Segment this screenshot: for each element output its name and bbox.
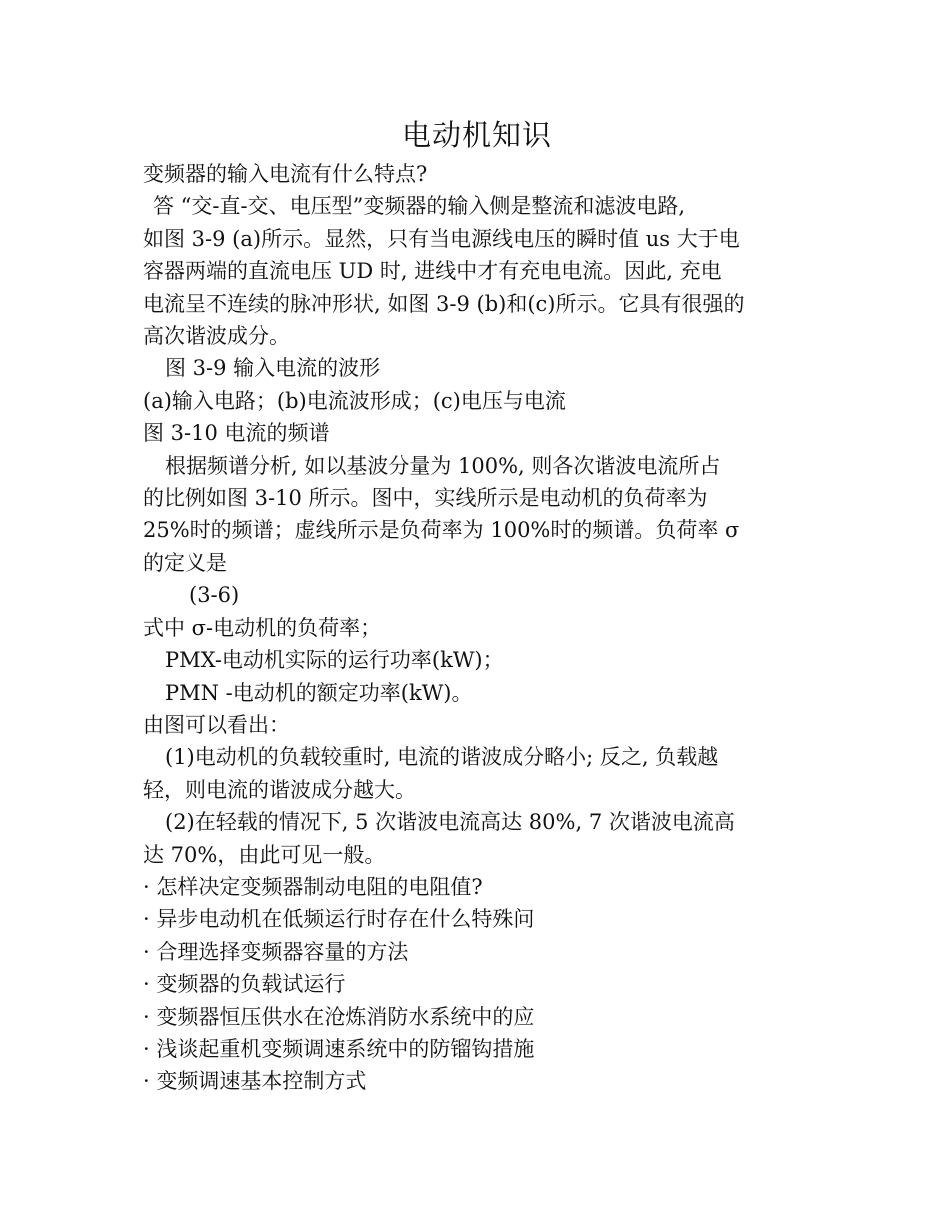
document-title: 电动机知识 (401, 118, 552, 152)
related-link-7[interactable]: · 变频调速基本控制方式 (143, 1069, 367, 1094)
figure-3-10-caption: 图 3-10 电流的频谱 (143, 421, 330, 446)
spectrum-line-1: 根据频谱分析, 如以基波分量为 100%, 则各次谐波电流所占 (165, 453, 721, 478)
point-1-line-1: (1)电动机的负载较重时, 电流的谐波成分略小; 反之, 负载越 (165, 745, 719, 770)
spectrum-line-2: 的比例如图 3-10 所示。图中，实线所示是电动机的负荷率为 (143, 486, 708, 511)
spectrum-line-4: 的定义是 (143, 550, 227, 575)
equation-number: (3-6) (189, 583, 240, 608)
answer-line-4: 电流呈不连续的脉冲形状, 如图 3-9 (b)和(c)所示。它具有很强的 (143, 291, 745, 316)
related-link-2[interactable]: · 异步电动机在低频运行时存在什么特殊问 (143, 907, 535, 932)
document-page (143, 112, 811, 1098)
where-sigma-line: 式中 σ-电动机的负荷率； (143, 615, 382, 640)
answer-line-1: 答 “交-直-交、电压型”变频器的输入侧是整流和滤波电路, (153, 194, 686, 219)
point-2-line-1: (2)在轻载的情况下, 5 次谐波电流高达 80%, 7 次谐波电流高 (165, 810, 735, 835)
related-link-5[interactable]: · 变频器恒压供水在沧炼消防水系统中的应 (143, 1004, 535, 1029)
spectrum-line-3: 25%时的频谱；虚线所示是负荷率为 100%时的频谱。负荷率 σ (143, 518, 740, 543)
figure-3-9-parts: (a)输入电路；(b)电流波形成；(c)电压与电流 (143, 388, 566, 413)
point-1-line-2: 轻，则电流的谐波成分越大。 (143, 777, 416, 802)
related-links-list (143, 871, 811, 1098)
answer-line-5: 高次谐波成分。 (143, 324, 290, 349)
conclusion-intro: 由图可以看出： (143, 712, 290, 737)
related-link-3[interactable]: · 合理选择变频器容量的方法 (143, 939, 409, 964)
question-heading: 变频器的输入电流有什么特点? (143, 162, 428, 186)
answer-line-2: 如图 3-9 (a)所示。显然，只有当电源线电压的瞬时值 us 大于电 (143, 226, 740, 251)
answer-line-3: 容器两端的直流电压 UD 时, 进线中才有充电电流。因此, 充电 (143, 259, 722, 284)
related-link-6[interactable]: · 浅谈起重机变频调速系统中的防镏钩措施 (143, 1036, 535, 1061)
related-link-1[interactable]: · 怎样决定变频器制动电阻的电阻值? (143, 874, 483, 899)
point-2-line-2: 达 70%，由此可见一般。 (143, 842, 386, 867)
related-link-4[interactable]: · 变频器的负载试运行 (143, 972, 346, 997)
pmx-definition: PMX-电动机实际的运行功率(kW)； (165, 648, 504, 673)
figure-3-9-caption: 图 3-9 输入电流的波形 (165, 356, 381, 381)
pmn-definition: PMN -电动机的额定功率(kW)。 (165, 680, 473, 705)
